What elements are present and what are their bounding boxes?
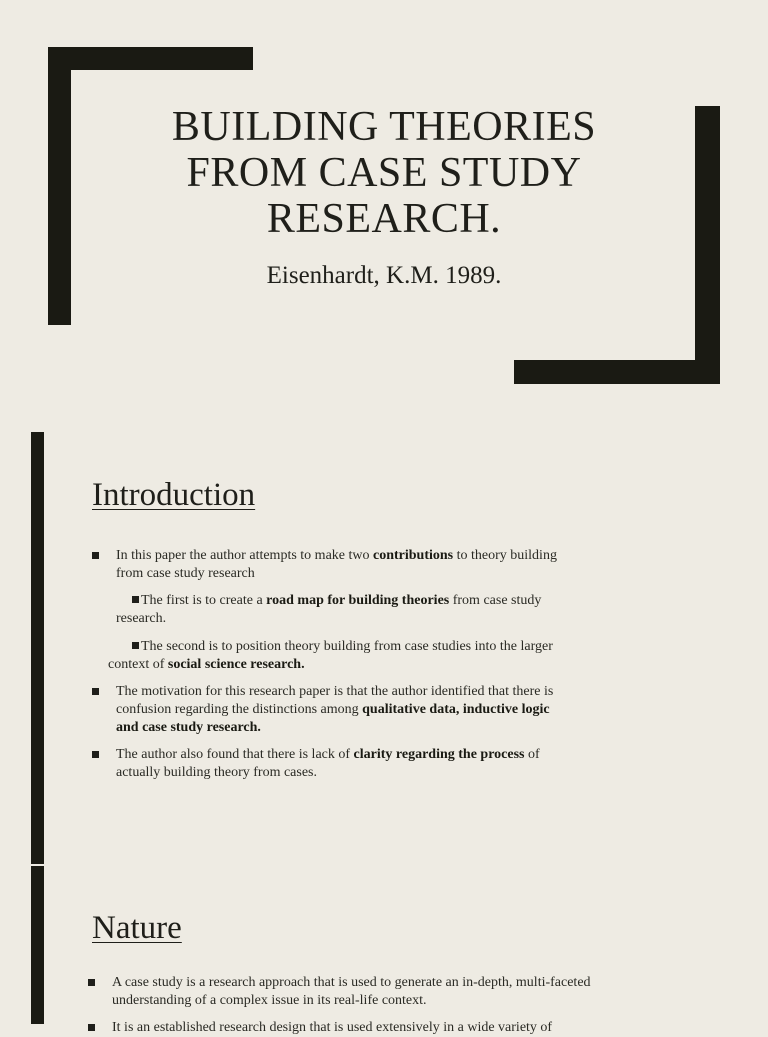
slide-title <box>90 104 678 242</box>
title-line-1: BUILDING THEORIES <box>171 104 597 150</box>
top-left-bracket-vertical <box>48 47 71 325</box>
list-item: A case study is a research approach that is used to generate an in-depth, multi-faceted understanding of a complex issue in its real-life context. <box>88 974 688 1010</box>
bullet-list <box>88 974 688 1037</box>
bottom-right-bracket-horizontal <box>514 360 720 384</box>
list-item: It is an established research design that is used extensively in a wide variety of <box>88 1019 688 1037</box>
list-item: The second is to position theory building from case studies into the larger context of social science research. <box>108 639 553 672</box>
slide-subtitle: Eisenhardt, K.M. 1989. <box>266 262 502 289</box>
bottom-right-bracket-vertical <box>695 106 720 384</box>
square-bullet-icon <box>132 596 139 603</box>
nature-slide <box>0 866 768 1035</box>
list-item: The first is to create a road map for building theories from case study research. <box>116 593 542 626</box>
square-bullet-icon <box>92 688 99 695</box>
top-left-bracket-horizontal <box>48 47 253 70</box>
left-accent-bar <box>31 866 44 1024</box>
bullet-list <box>92 547 652 782</box>
list-item: In this paper the author attempts to make two contributions to theory building from case study research <box>92 547 652 583</box>
title-slide <box>0 0 768 428</box>
left-accent-bar <box>31 432 44 864</box>
square-bullet-icon <box>92 751 99 758</box>
introduction-slide <box>0 432 768 864</box>
square-bullet-icon <box>88 1024 95 1031</box>
title-line-2: FROM CASE STUDY <box>186 150 582 196</box>
list-item: The motivation for this research paper is that the author identified that there is confusion regarding the distinctions among qualitative data, inductive logic and case study research. <box>92 683 652 737</box>
slide-heading: Nature <box>92 910 182 946</box>
square-bullet-icon <box>88 979 95 986</box>
square-bullet-icon <box>132 642 139 649</box>
slide-heading: Introduction <box>92 477 256 513</box>
title-line-3: RESEARCH. <box>266 196 502 242</box>
list-item: The author also found that there is lack of clarity regarding the process of actually building theory from cases. <box>92 746 652 782</box>
square-bullet-icon <box>92 552 99 559</box>
